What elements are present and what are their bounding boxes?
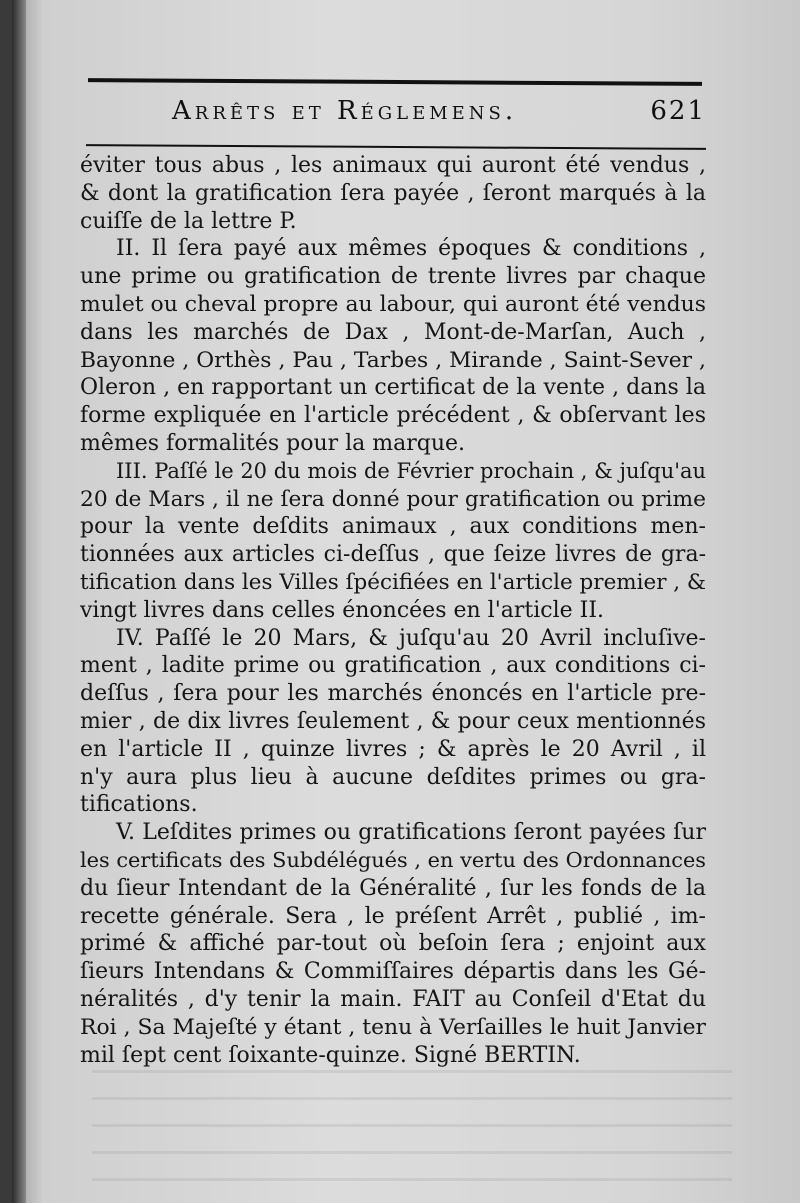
paragraph-continuation: [80, 152, 706, 235]
header-rule-top: [88, 78, 702, 86]
text-line: cuiſſe de la lettre P.: [80, 208, 297, 234]
text-line: Oleron , en rapportant un certificat de la vente , dans la: [80, 375, 706, 401]
text-line: mêmes formalités pour la marque.: [80, 430, 466, 456]
text-line: n'y aura plus lieu à aucune deſdites primes ou gra-: [80, 764, 706, 790]
text-line: V. Leſdites primes ou gratifications ſeront payées ſur: [116, 820, 706, 846]
text-line: IV. Paſſé le 20 Mars, & juſqu'au 20 Avril incluſive-: [116, 625, 706, 651]
text-line: deſſus , ſera pour les marchés énoncés en l'article pre-: [80, 681, 706, 707]
text-line: les certificats des Subdélégués , en vertu des Ordonnances: [80, 847, 706, 872]
page-number: 621: [650, 96, 706, 126]
body-text: [80, 152, 706, 1069]
article-ii: [80, 235, 706, 457]
article-iv: [80, 625, 706, 820]
show-through: [92, 1070, 732, 1200]
text-line: mulet ou cheval propre au labour, qui auront été vendus: [80, 291, 706, 317]
text-line: tifications.: [80, 792, 198, 818]
text-line: vingt livres dans celles énoncées en l'article II.: [80, 597, 605, 623]
article-v: [80, 819, 706, 1069]
text-line: ſieurs Intendans & Commiſſaires départis dans les Gé-: [80, 959, 706, 985]
text-line: recette générale. Sera , le préſent Arrêt , publié , im-: [80, 903, 706, 929]
book-page: [12, 0, 800, 1203]
text-line: éviter tous abus , les animaux qui auront été vendus ,: [80, 153, 706, 178]
text-line: forme expliquée en l'article précédent , & obſervant les: [80, 403, 706, 429]
text-line: ment , ladite prime ou gratification , aux conditions ci-: [80, 653, 706, 679]
text-line: & dont la gratification ſera payée , ſeront marqués à la: [80, 180, 706, 206]
running-header: [172, 96, 712, 136]
text-line: mil ſept cent ſoixante-quinze. Signé BERTIN.: [80, 1042, 581, 1068]
text-line: Roi , Sa Majeſté y étant , tenu à Verſailles le huit Janvier: [80, 1014, 706, 1040]
running-title: Arrêts et Réglemens.: [172, 96, 518, 126]
text-line: Bayonne , Orthès , Pau , Tarbes , Mirande , Saint-Sever ,: [80, 347, 706, 373]
text-line: néralités , d'y tenir la main. FAIT au Conſeil d'Etat du: [80, 986, 706, 1012]
text-line: tification dans les Villes ſpécifiées en l'article premier , &: [80, 569, 707, 595]
text-line: II. Il ſera payé aux mêmes époques & conditions ,: [116, 236, 706, 262]
text-line: tionnées aux articles ci-deſſus , que ſeize livres de gra-: [80, 542, 706, 568]
text-line: dans les marchés de Dax , Mont-de-Marſan, Auch ,: [80, 319, 706, 345]
text-line: primé & affiché par-tout où beſoin ſera ; enjoint aux: [80, 931, 706, 957]
page-gutter: [12, 0, 26, 1203]
header-rule-bottom: [86, 144, 706, 150]
text-line: mier , de dix livres ſeulement , & pour ceux mentionnés: [80, 708, 706, 734]
text-line: III. Paſſé le 20 du mois de Février prochain , & juſqu'au: [116, 458, 706, 483]
text-line: du ſieur Intendant de la Généralité , ſur les fonds de la: [80, 875, 706, 901]
text-line: 20 de Mars , il ne ſera donné pour gratification ou prime: [80, 486, 706, 512]
text-line: en l'article II , quinze livres ; & après le 20 Avril , il: [80, 736, 706, 762]
article-iii: [80, 458, 706, 625]
text-line: pour la vente deſdits animaux , aux conditions men-: [80, 514, 706, 540]
text-line: une prime ou gratification de trente livres par chaque: [80, 264, 706, 290]
